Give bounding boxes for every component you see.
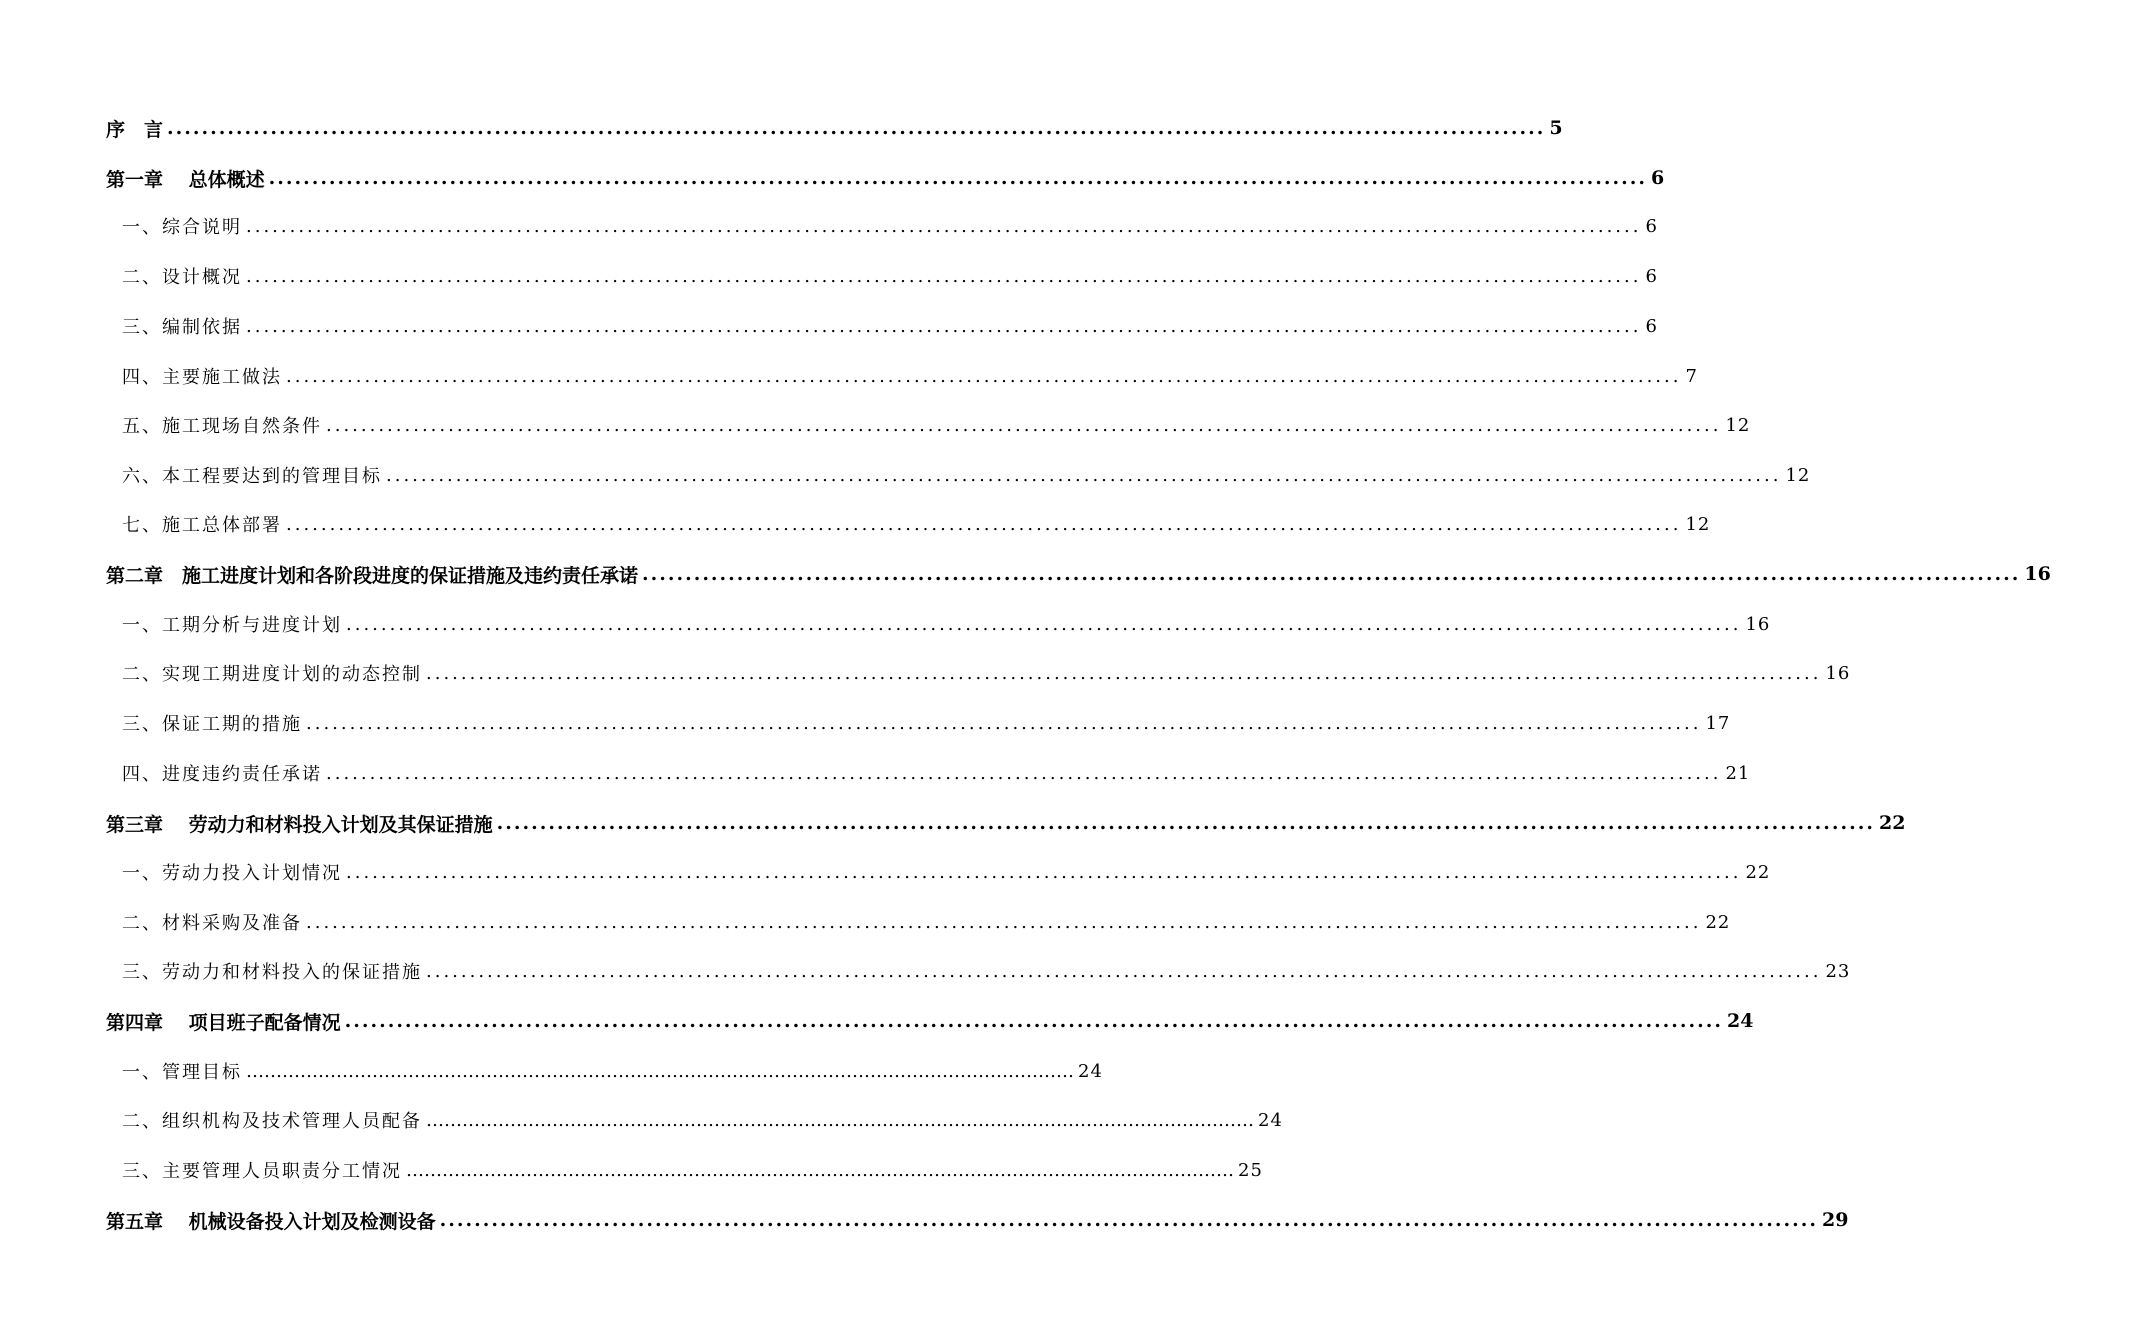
toc-entry-chapter-5[interactable] [0,1202,1849,1238]
toc-entry-label: 六、本工程要达到的管理目标 [122,466,382,487]
toc-page-number: 6 [1645,215,1658,237]
toc-entry-section[interactable] [0,407,1751,443]
toc-page-number: 16 [1745,613,1771,635]
toc-dot-leader: ................................................................................................................................................................ [167,117,1546,139]
toc-entry-section[interactable] [0,506,1711,542]
toc-dot-leader: ................................................................................................................................................................ [246,215,1642,237]
toc-dot-leader: ................................................................................................................................................................ [306,712,1702,734]
toc-dot-leader: ................................................................................................................................................................ [344,1010,1723,1032]
toc-dot-leader: ................................................................................................................................................................ [326,762,1722,784]
toc-entry-section[interactable] [0,655,1851,691]
toc-entry-label: 第三章 劳动力和材料投入计划及其保证措施 [106,813,493,836]
toc-entry-section[interactable] [0,755,1751,791]
toc-entry-section[interactable] [0,457,1811,493]
toc-entry-label: 二、组织机构及技术管理人员配备 [122,1111,422,1132]
toc-entry-section[interactable] [0,1102,1283,1138]
toc-entry-section[interactable] [0,1053,1103,1089]
toc-page-number: 16 [1825,662,1851,684]
toc-entry-chapter-4[interactable] [0,1003,1754,1039]
toc-dot-leader: ................................................................................................................................................................ [346,613,1742,635]
toc-entry-label: 一、管理目标 [122,1062,242,1083]
toc-entry-label: 三、主要管理人员职责分工情况 [122,1161,402,1182]
toc-entry-section[interactable] [0,606,1771,642]
toc-page-number: 25 [1238,1159,1263,1181]
toc-dot-leader: ................................................................................................................................................................ [346,861,1742,883]
toc-dot-leader: ................................................................................................................................................................ [642,563,2021,585]
toc-page-number: 24 [1726,1010,1754,1032]
toc-entry-label: 一、劳动力投入计划情况 [122,863,342,884]
toc-entry-label: 一、工期分析与进度计划 [122,615,342,636]
toc-page-number: 24 [1258,1109,1283,1131]
toc-dot-leader: ................................................................................................................................................................ [496,812,1875,834]
toc-entry-section[interactable] [0,854,1771,890]
toc-page-number: 6 [1645,315,1658,337]
toc-page-number: 12 [1725,414,1751,436]
toc-entry-label: 三、劳动力和材料投入的保证措施 [122,962,422,983]
toc-entry-label: 第二章 施工进度计划和各阶段进度的保证措施及违约责任承诺 [106,564,639,587]
toc-entry-label: 四、进度违约责任承诺 [122,764,322,785]
toc-ellipsis-leader: ………………………………………………………………………………………………………………………… [246,1060,1074,1082]
toc-dot-leader: ................................................................................................................................................................ [246,315,1642,337]
toc-entry-chapter-1[interactable] [0,160,1665,196]
toc-entry-section[interactable] [0,258,1658,294]
toc-page-number: 6 [1650,167,1665,189]
toc-page-number: 5 [1549,117,1563,139]
toc-dot-leader: ................................................................................................................................................................ [306,911,1702,933]
toc-dot-leader: ................................................................................................................................................................ [246,265,1642,287]
toc-entry-label: 序 言 [106,118,164,141]
toc-page-number: 23 [1825,960,1851,982]
toc-entry-label: 三、保证工期的措施 [122,714,302,735]
toc-page-number: 12 [1685,513,1711,535]
toc-entry-label: 第一章 总体概述 [106,168,265,191]
toc-dot-leader: ................................................................................................................................................................ [286,365,1682,387]
toc-page-number: 22 [1745,861,1771,883]
toc-entry-chapter-3[interactable] [0,805,1906,841]
toc-entry-label: 二、材料采购及准备 [122,913,302,934]
toc-page-number: 22 [1705,911,1731,933]
toc-dot-leader: ................................................................................................................................................................ [326,414,1722,436]
toc-dot-leader: ................................................................................................................................................................ [268,167,1647,189]
toc-entry-label: 一、综合说明 [122,217,242,238]
toc-ellipsis-leader: ………………………………………………………………………………………………………………………… [426,1109,1254,1131]
toc-entry-section[interactable] [0,308,1658,344]
toc-entry-label: 二、实现工期进度计划的动态控制 [122,664,422,685]
toc-page-number: 22 [1878,812,1906,834]
toc-entry-label: 二、设计概况 [122,267,242,288]
toc-entry-label: 三、编制依据 [122,317,242,338]
toc-page-number: 16 [2024,563,2051,585]
toc-dot-leader: ................................................................................................................................................................ [426,662,1822,684]
toc-entry-label: 第五章 机械设备投入计划及检测设备 [106,1210,436,1233]
toc-entry-label: 第四章 项目班子配备情况 [106,1011,341,1034]
toc-ellipsis-leader: ………………………………………………………………………………………………………………………… [406,1159,1234,1181]
toc-dot-leader: ................................................................................................................................................................ [286,513,1682,535]
toc-page-number: 29 [1821,1209,1849,1231]
toc-page-number: 21 [1725,762,1751,784]
toc-page-number: 7 [1685,365,1698,387]
toc-entry-section[interactable] [0,705,1731,741]
toc-entry-chapter-2[interactable] [0,556,2051,592]
toc-page-number: 24 [1078,1060,1103,1082]
toc-entry-section[interactable] [0,904,1731,940]
toc-entry-label: 四、主要施工做法 [122,367,282,388]
toc-entry-section[interactable] [0,1152,1263,1188]
toc-page-number: 12 [1785,464,1811,486]
toc-page-number: 17 [1705,712,1731,734]
toc-dot-leader: ................................................................................................................................................................ [439,1209,1818,1231]
toc-dot-leader: ................................................................................................................................................................ [426,960,1822,982]
toc-entry-preface[interactable] [0,110,1563,146]
toc-page-number: 6 [1645,265,1658,287]
toc-entry-section[interactable] [0,208,1658,244]
toc-entry-section[interactable] [0,953,1851,989]
toc-dot-leader: ................................................................................................................................................................ [386,464,1782,486]
toc-entry-section[interactable] [0,358,1698,394]
toc-entry-label: 五、施工现场自然条件 [122,416,322,437]
toc-entry-label: 七、施工总体部署 [122,515,282,536]
